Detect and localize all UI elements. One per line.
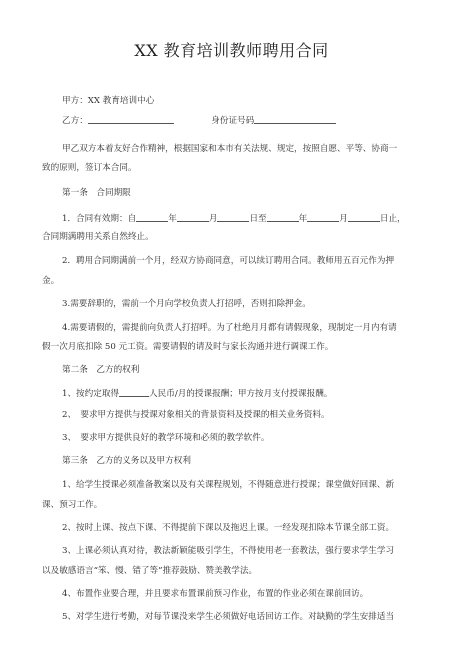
party-b-line [62,114,336,127]
article-1-heading: 第一条 合同期限 [62,188,131,198]
article-3-item-4: 4、布置作业要合理，并且要求布置课前预习作业，布置的作业必须在课前回访。 [62,589,369,599]
clause-text: 日至 [249,214,267,224]
clause-text: 月 [208,214,218,224]
clause-text: 年 [298,214,308,224]
end-day-blank[interactable] [348,212,380,222]
article-2-item-2: 2、 要求甲方提供与授课对象相关的背景资料及授课的相关业务资料。 [62,410,330,420]
end-year-blank[interactable] [267,212,299,222]
article-1-clause-1 [62,212,406,225]
article-3-item-3: 3、上课必须认真对待，教法新颖能吸引学生，不得使用老一套教法，强行要求学生学习 [62,546,395,556]
party-b-label: 乙方： [62,116,88,126]
article-1-clause-1-cont: 合同期满聘用关系自然终止。 [42,232,154,242]
article-1-clause-2-cont: 金。 [42,276,60,286]
fee-blank[interactable] [119,387,149,397]
article-2-item-3: 3、 要求甲方提供良好的教学环境和必须的教学软件。 [62,433,270,443]
article-1-clause-2: 2．聘用合同期满前一个月，经双方协商同意，可以续订聘用合同。教师用五百元作为押 [62,256,395,266]
start-month-blank[interactable] [177,212,209,222]
article-1-clause-4: 4.需要请假的，需提前向负责人打招呼。为了杜绝月月都有请假现象，现制定一月内有请 [62,323,397,333]
clause-text: 日止， [379,214,406,224]
preamble-line-2: 致的原则，签订本合同。 [42,163,137,173]
article-3-item-3-cont: 以及敏感语言“笨、慢、错了等”推荐鼓励、赞美教学法。 [42,566,258,576]
start-year-blank[interactable] [136,212,168,222]
party-a-line: 甲方：XX 教育培训中心 [62,96,155,106]
article-3-item-1-cont: 课、预习工作。 [42,500,103,510]
article-2-heading: 第二条 乙方的权利 [62,365,140,375]
article-1-clause-3: 3.需要辞职的，需前一个月向学校负责人打招呼，否则扣除押金。 [62,299,311,309]
article-1-clause-4-cont: 假一次月底扣除 50 元工资。需要请假的请及时与家长沟通并进行调课工作。 [42,342,334,352]
id-number-blank[interactable] [254,114,336,124]
clause-text: 年 [168,214,177,224]
end-month-blank[interactable] [307,212,339,222]
article-3-item-1: 1、给学生授课必须准备教案以及有关课程规划，不得随意进行授课；课堂做好回课、新 [62,480,395,490]
clause-text: 月 [339,214,348,224]
article-3-item-5: 5、对学生进行考勤，对每节课没来学生必须做好电话回访工作。对缺勤的学生安排适当 [62,612,395,622]
article-2-item-1 [62,387,332,400]
article-3-item-2: 2、按时上课、按点下课、不得提前下课以及拖迟上课。一经发现扣除本节课全部工资。 [62,523,395,533]
clause-text: 1．合同有效期：自 [62,214,137,224]
start-day-blank[interactable] [217,212,249,222]
clause-text: 1、按约定取得 [62,389,120,399]
id-number-label: 身份证号码 [211,116,255,126]
clause-text: 人民币/月的授课报酬；甲方按月支付授课报酬。 [149,389,333,399]
article-3-heading: 第三条 乙方的义务以及甲方权利 [62,456,191,466]
preamble-line-1: 甲乙双方本着友好合作精神，根据国家和本市有关法规、规定，按照自愿、平等、协商一 [62,144,398,154]
party-b-blank[interactable] [88,114,174,124]
document-title: XX 教育培训教师聘用合同 [134,41,329,60]
